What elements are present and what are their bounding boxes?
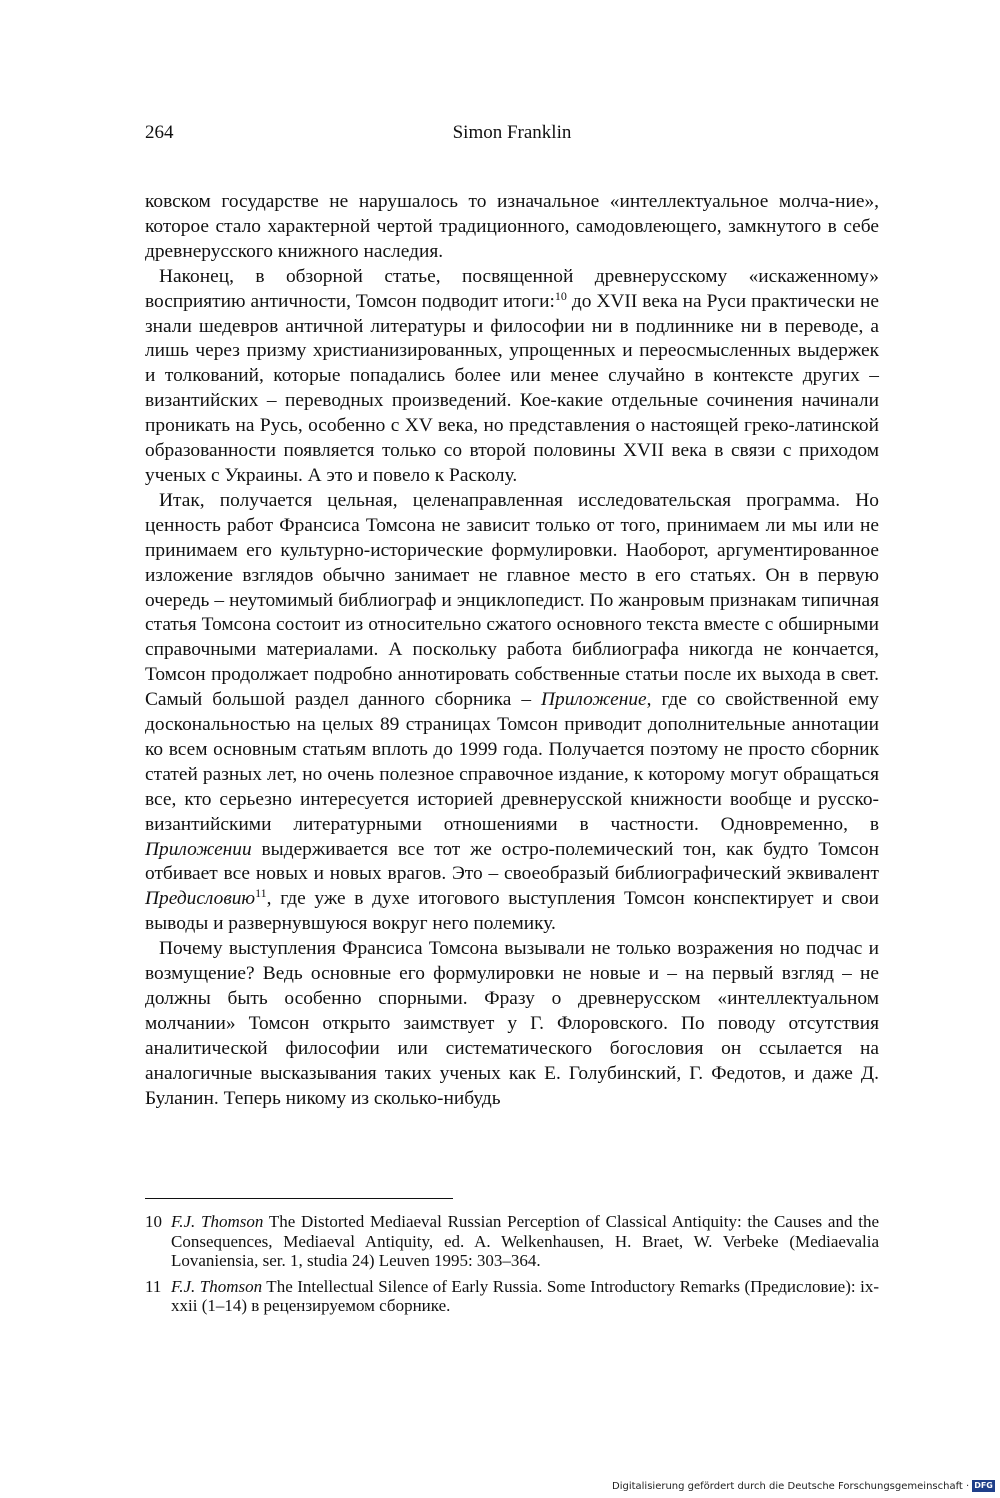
watermark-text: Digitalisierung gefördert durch die Deutsche Forschungsgemeinschaft ·: [612, 1480, 970, 1492]
running-head: Simon Franklin: [452, 122, 572, 143]
paragraph-2-text-a: Наконец, в обзорной статье, посвященной древнерусскому «искаженному» восприятию античности, Томсон подводит итоги:: [145, 265, 879, 312]
page-header: [145, 122, 879, 152]
paragraph-3-text-b: , где со свойственной ему доскональностью на целых 89 страницах Томсон приводит дополнительные аннотации ко всем основным статьям вплоть до 1999 года. Получается поэтому не просто сборник статей разных лет, но очень полезное справочное издание, к которому могут обращаться все, кто серьезно интересуется историей древнерусской книжности вообще и русско-византийскими литературными отношениями в частности. Одновременно, в: [145, 689, 879, 835]
footnote-author: F.J. Thomson: [171, 1212, 264, 1231]
footnote-text: The Distorted Mediaeval Russian Perception of Classical Antiquity: the Causes and the Consequences, Mediaeval Antiquity, ed. A. Welkenhausen, H. Braet, W. Verbeke (Mediaevalia Lovaniensia, ser. 1, studia 24) Leuven 1995: 303–364.: [171, 1212, 879, 1271]
footnote-divider: [145, 1198, 453, 1199]
footnotes: [145, 1212, 879, 1322]
footnote-11: [145, 1277, 879, 1316]
dfg-watermark: [612, 1478, 995, 1494]
italic-prilozhenii: Приложении: [145, 838, 252, 860]
footnote-author: F.J. Thomson: [171, 1276, 263, 1296]
paragraph-2-text-b: до XVII века на Руси практически не знали шедевров античной литературы и философии ни в подлиннике ни в переводе, а лишь через призму христианизированных, упрощенных и переосмысленных выдержек и толкований, которые попадались более или менее случайно в контексте других – византийских – переводных произведений. Кое-какие отдельные сочинения начинали проникать на Русь, особенно с XV века, но представления о настоящей греко-латинской образованности появляется только со второй половины XVII века в связи с приходом ученых с Украины. А это и повело к Расколу.: [145, 290, 879, 486]
paragraph-3-text-d: , где уже в духе итогового выступления Томсон конспектирует и свои выводы и развернувшуюся вокруг него полемику.: [145, 888, 879, 935]
page-number: 264: [145, 122, 174, 143]
footnote-number: 11: [145, 1276, 162, 1296]
footnote-ref-10[interactable]: 10: [554, 288, 567, 303]
footnote-text: The Intellectual Silence of Early Russia. Some Introductory Remarks (Предисловие): ix-xxii (1–14) в рецензируемом сборнике.: [171, 1276, 879, 1316]
paragraph-4: Почему выступления Франсиса Томсона вызывали не только возражения но подчас и возмущение? Ведь основные его формулировки не новые и – на первый взгляд – не должны быть особенно спорными. Фразу о древнерусском «интеллектуальном молчании» Томсон открыто заимствует у Г. Флоровского. По поводу отсутствия аналитической философии или систематического богословия он ссылается на аналогичные высказывания таких ученых как Е. Голубинский, Г. Федотов, и даже Д. Буланин. Теперь никому из сколько-нибудь: [145, 938, 879, 1109]
paragraph-3-text-a: Итак, получается цельная, целенаправленная исследовательская программа. Но ценность работ Франсиса Томсона не зависит только от того, принимаем ли мы или не принимаем его культурно-исторические формулировки. Наоборот, аргументированное изложение взглядов обычно занимает не главное место в его статьях. Он в первую очередь – неутомимый библиограф и энциклопедист. По жанровым признакам типичная статья Томсона состоит из относительно сжатого основного текста вместе с обширными справочными материалами. А поскольку работа библиографа никогда не кончается, Томсон продолжает подробно аннотировать собственные статьи после их выхода в свет. Самый большой раздел данного сборника –: [145, 489, 879, 711]
footnote-number: 10: [145, 1212, 162, 1231]
paragraph-3-text-c: выдерживается все тот же остро-полемический тон, как будто Томсон отбивает все новых и новых врагов. Это – своеобразый библиографический эквивалент: [145, 838, 879, 885]
main-text: [145, 190, 879, 1112]
footnote-ref-11[interactable]: 11: [255, 886, 267, 901]
paragraph-3: [145, 489, 879, 937]
dfg-logo-icon: DFG: [974, 1481, 993, 1490]
paragraph-2: [145, 265, 879, 489]
paragraph-1: ковском государстве не нарушалось то изначальное «интеллектуальное молча-ние», которое стало характерной чертой традиционного, самодовлеющего, замкнутого в себе древнерусского книжного наследия.: [145, 191, 879, 262]
footnote-10: [145, 1212, 879, 1271]
italic-predisloviyu: Предисловию: [145, 888, 256, 910]
italic-prilozhenie: Приложение: [541, 689, 647, 711]
